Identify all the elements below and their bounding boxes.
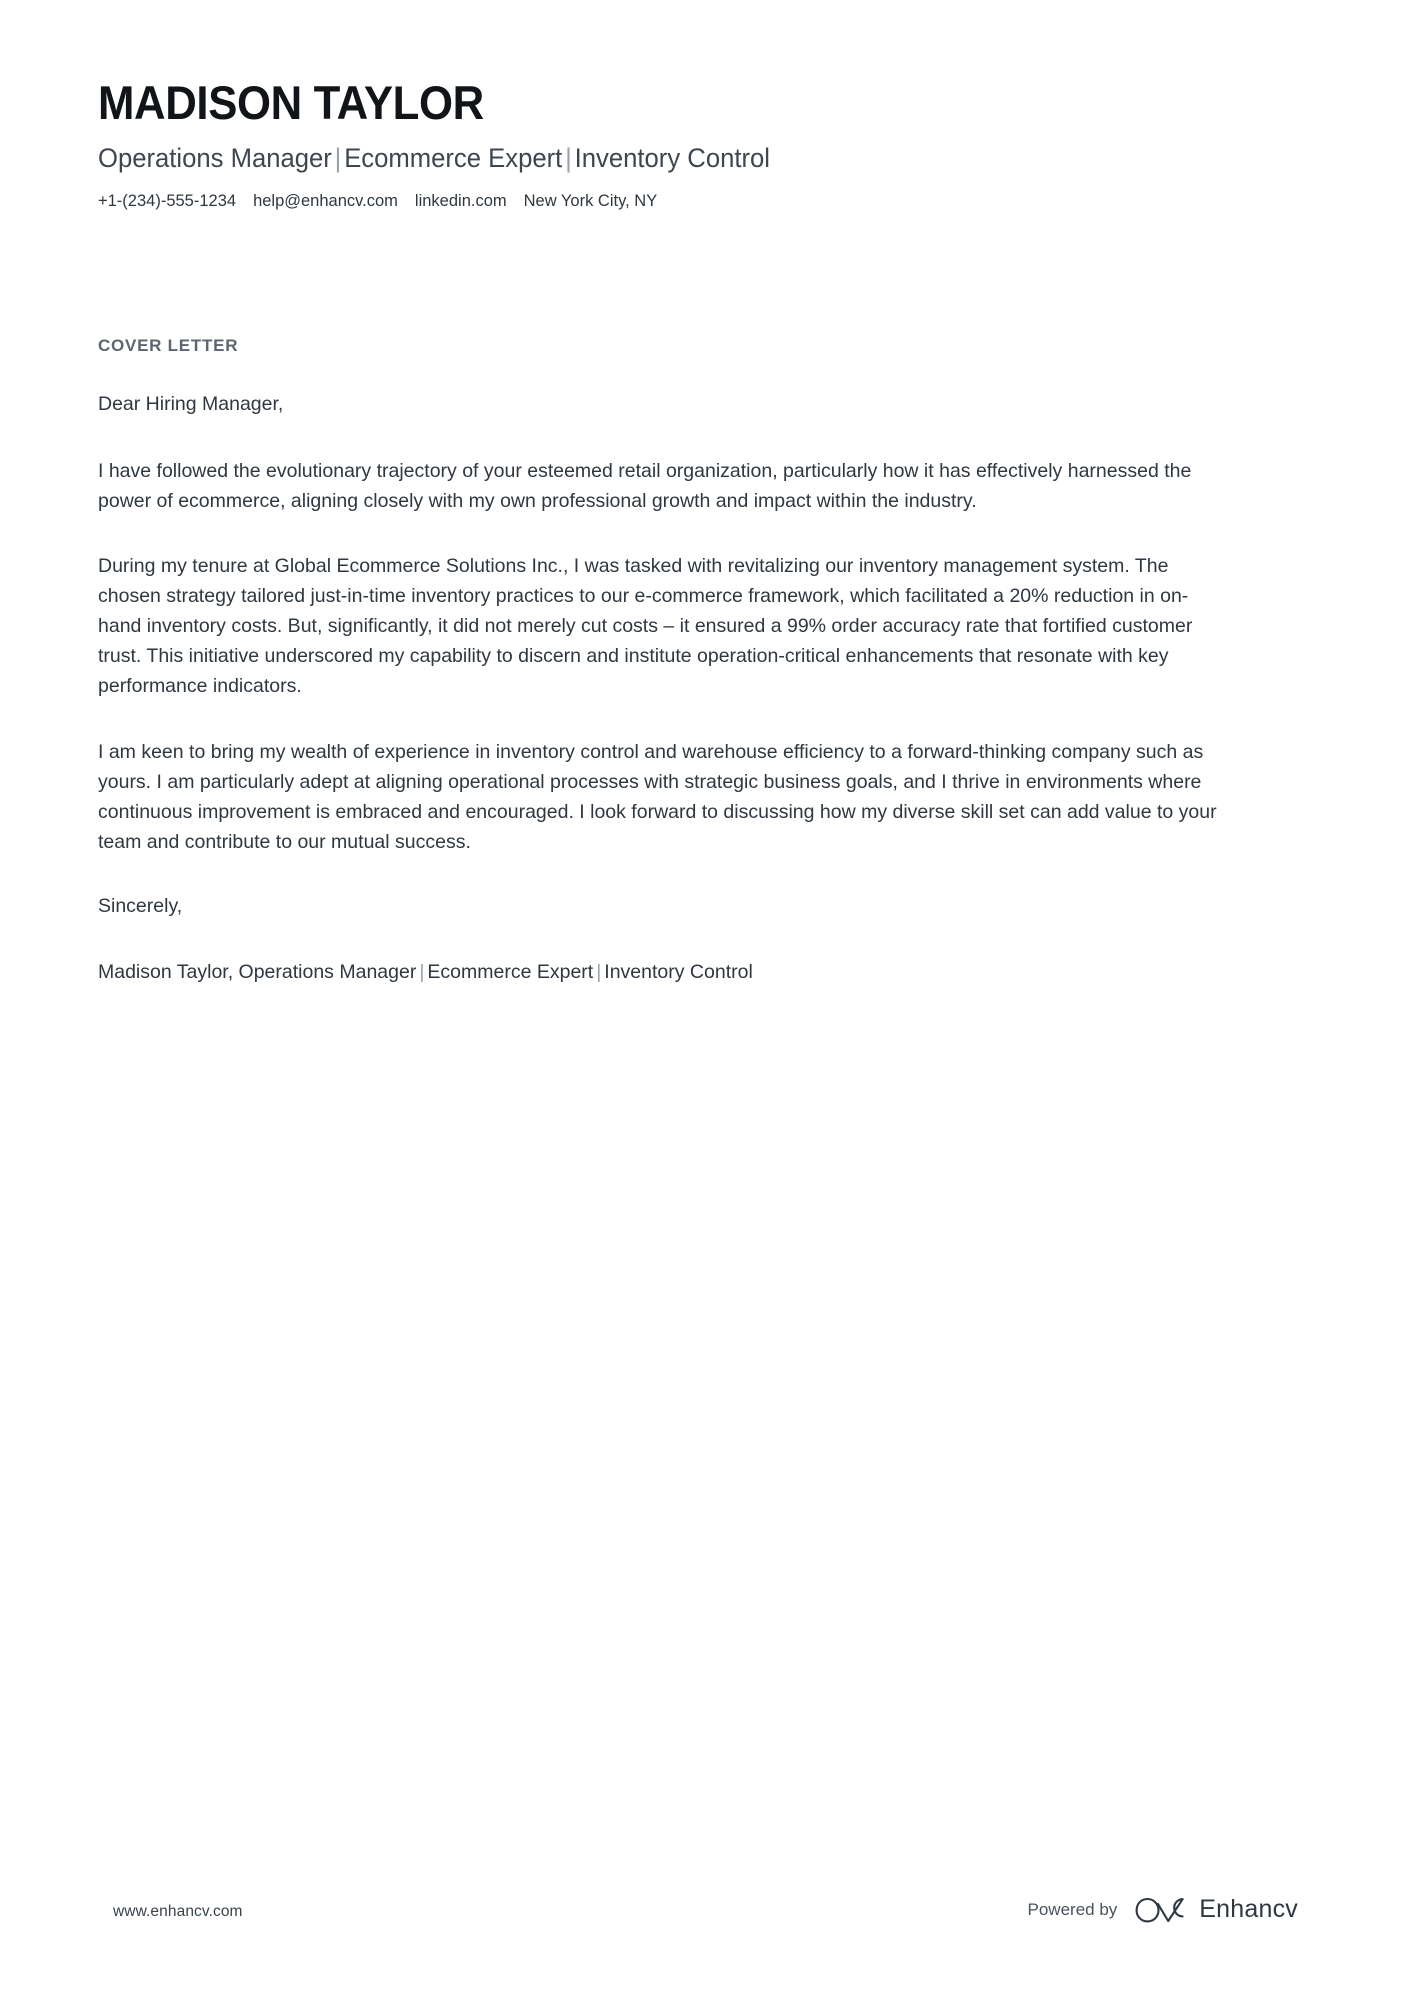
footer-branding	[1028, 1895, 1298, 1924]
enhancv-logo	[1134, 1895, 1298, 1924]
headline-separator-2: |	[565, 142, 572, 173]
signature-separator-1: |	[419, 960, 425, 983]
signature-line	[98, 958, 1313, 988]
contact-phone: +1-(234)-555-1234	[98, 192, 237, 211]
closing-salutation: Sincerely,	[98, 895, 183, 917]
enhancv-loop-icon	[1134, 1896, 1186, 1924]
professional-headline	[98, 142, 1252, 174]
headline-part-2: Ecommerce Expert	[344, 142, 563, 173]
powered-by-label: Powered by	[1027, 1899, 1118, 1919]
headline-part-3: Inventory Control	[574, 142, 770, 173]
page-title: MADISON TAYLOR	[98, 76, 484, 129]
headline-part-1: Operations Manager	[98, 142, 332, 173]
signature-part-3: Inventory Control	[604, 960, 753, 983]
signature-part-2: Ecommerce Expert	[427, 960, 594, 983]
letter-header	[98, 78, 1313, 213]
signature-name: Madison Taylor, Operations Manager	[98, 960, 417, 983]
contact-email[interactable]: help@enhancv.com	[253, 192, 398, 211]
letter-paragraph: During my tenure at Global Ecommerce Solutions Inc., I was tasked with revitalizing our inventory management system. The chosen strategy tailored just-in-time inventory practices to our e-commerce framework, which facilitated a 20% reduction in on-hand inventory costs. But, significantly, it did not merely cut costs – it ensured a 99% order accuracy rate that fortified customer trust. This initiative underscored my capability to discern and institute operation-critical enhancements that resonate with key performance indicators.	[98, 554, 1193, 698]
section-title-cover-letter: COVER LETTER	[98, 336, 239, 355]
letter-paragraph: I have followed the evolutionary trajectory of your esteemed retail organization, particularly how it has effectively harnessed the power of ecommerce, aligning closely with my own professional growth and impact within the industry.	[98, 459, 1192, 512]
salutation: Dear Hiring Manager,	[98, 393, 284, 415]
page-footer	[0, 1895, 1410, 1935]
signature-separator-2: |	[596, 960, 602, 983]
letter-paragraph: I am keen to bring my wealth of experience in inventory control and warehouse efficiency to a forward-thinking company such as yours. I am particularly adept at aligning operational processes with strategic business goals, and I thrive in environments where continuous improvement is embraced and encouraged. I look forward to discussing how my diverse skill set can add value to your team and contribute to our mutual success.	[98, 740, 1217, 853]
enhancv-wordmark: Enhancv	[1199, 1895, 1298, 1923]
footer-website-link[interactable]: www.enhancv.com	[113, 1903, 243, 1920]
contact-location: New York City, NY	[523, 192, 658, 211]
contact-linkedin[interactable]: linkedin.com	[414, 192, 507, 211]
headline-separator-1: |	[334, 142, 342, 173]
contact-info	[98, 191, 1313, 212]
letter-body	[98, 336, 1313, 987]
